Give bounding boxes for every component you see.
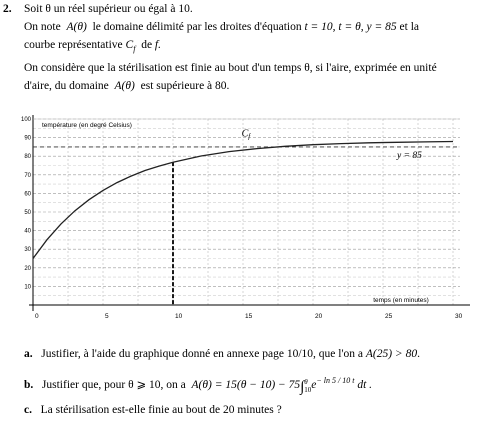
chart-axes [29, 115, 470, 311]
y-tick-label: 50 [24, 210, 31, 216]
problem-line-2: On note A(θ) le domaine délimité par les droites d'équation t = 10, t = θ, y = 85 et la [24, 21, 420, 33]
tick-labels [21, 117, 463, 320]
y-tick-label: 10 [24, 284, 31, 291]
problem-line-3: courbe représentative $C_f$ de f. [24, 39, 161, 54]
y-axis-label: température (en degré Celsius) [42, 122, 132, 129]
x-tick-label: 30 [455, 313, 463, 320]
x-tick-label: 10 [175, 313, 183, 320]
curve-label: $C_f$ [241, 128, 251, 141]
hline-label: y = 85 [397, 150, 422, 161]
y-tick-label: 40 [24, 228, 31, 235]
problem-number: 2. [3, 3, 12, 15]
x-tick-label: 20 [315, 313, 323, 320]
problem-line-5: d'aire, du domaine A(θ) est supérieure à 80. [24, 80, 230, 92]
y-tick-label: 70 [24, 172, 31, 179]
question-c: c. La stérilisation est-elle finie au bout de 20 minutes ? [24, 404, 282, 416]
problem-line-1: Soit θ un réel supérieur ou égal à 10. [24, 3, 193, 15]
y-tick-label: 30 [24, 247, 31, 254]
x-tick-label: 5 [105, 313, 109, 320]
problem-line-4: On considère que la stérilisation est finie au bout d'un temps θ, si l'aire, exprimée en unité [24, 62, 437, 74]
x-tick-label: 0 [35, 313, 39, 320]
domain-a-theta: A(θ) [66, 21, 87, 33]
temperature-chart [0, 108, 491, 330]
question-a: a. Justifier, à l'aide du graphique donné en annexe page 10/10, que l'on a A(25) > 80. [24, 348, 420, 360]
integral-sign: ∫ [300, 378, 305, 395]
y-tick-label: 60 [24, 191, 31, 198]
y-tick-label: 80 [24, 154, 31, 161]
y-tick-label: 100 [20, 117, 31, 123]
x-tick-label: 25 [385, 313, 393, 320]
x-tick-label: 15 [245, 313, 253, 320]
y-tick-label: 20 [24, 265, 31, 272]
y-tick-label: 90 [24, 135, 31, 142]
question-b: b. Justifier que, pour θ ⩾ 10, on a A(θ) = 15(θ − 10) − 75∫ θ 10 $e^{- ln 5 / 10 t}$ dt . [24, 376, 373, 395]
x-axis-label: temps (en minutes) [373, 297, 429, 304]
